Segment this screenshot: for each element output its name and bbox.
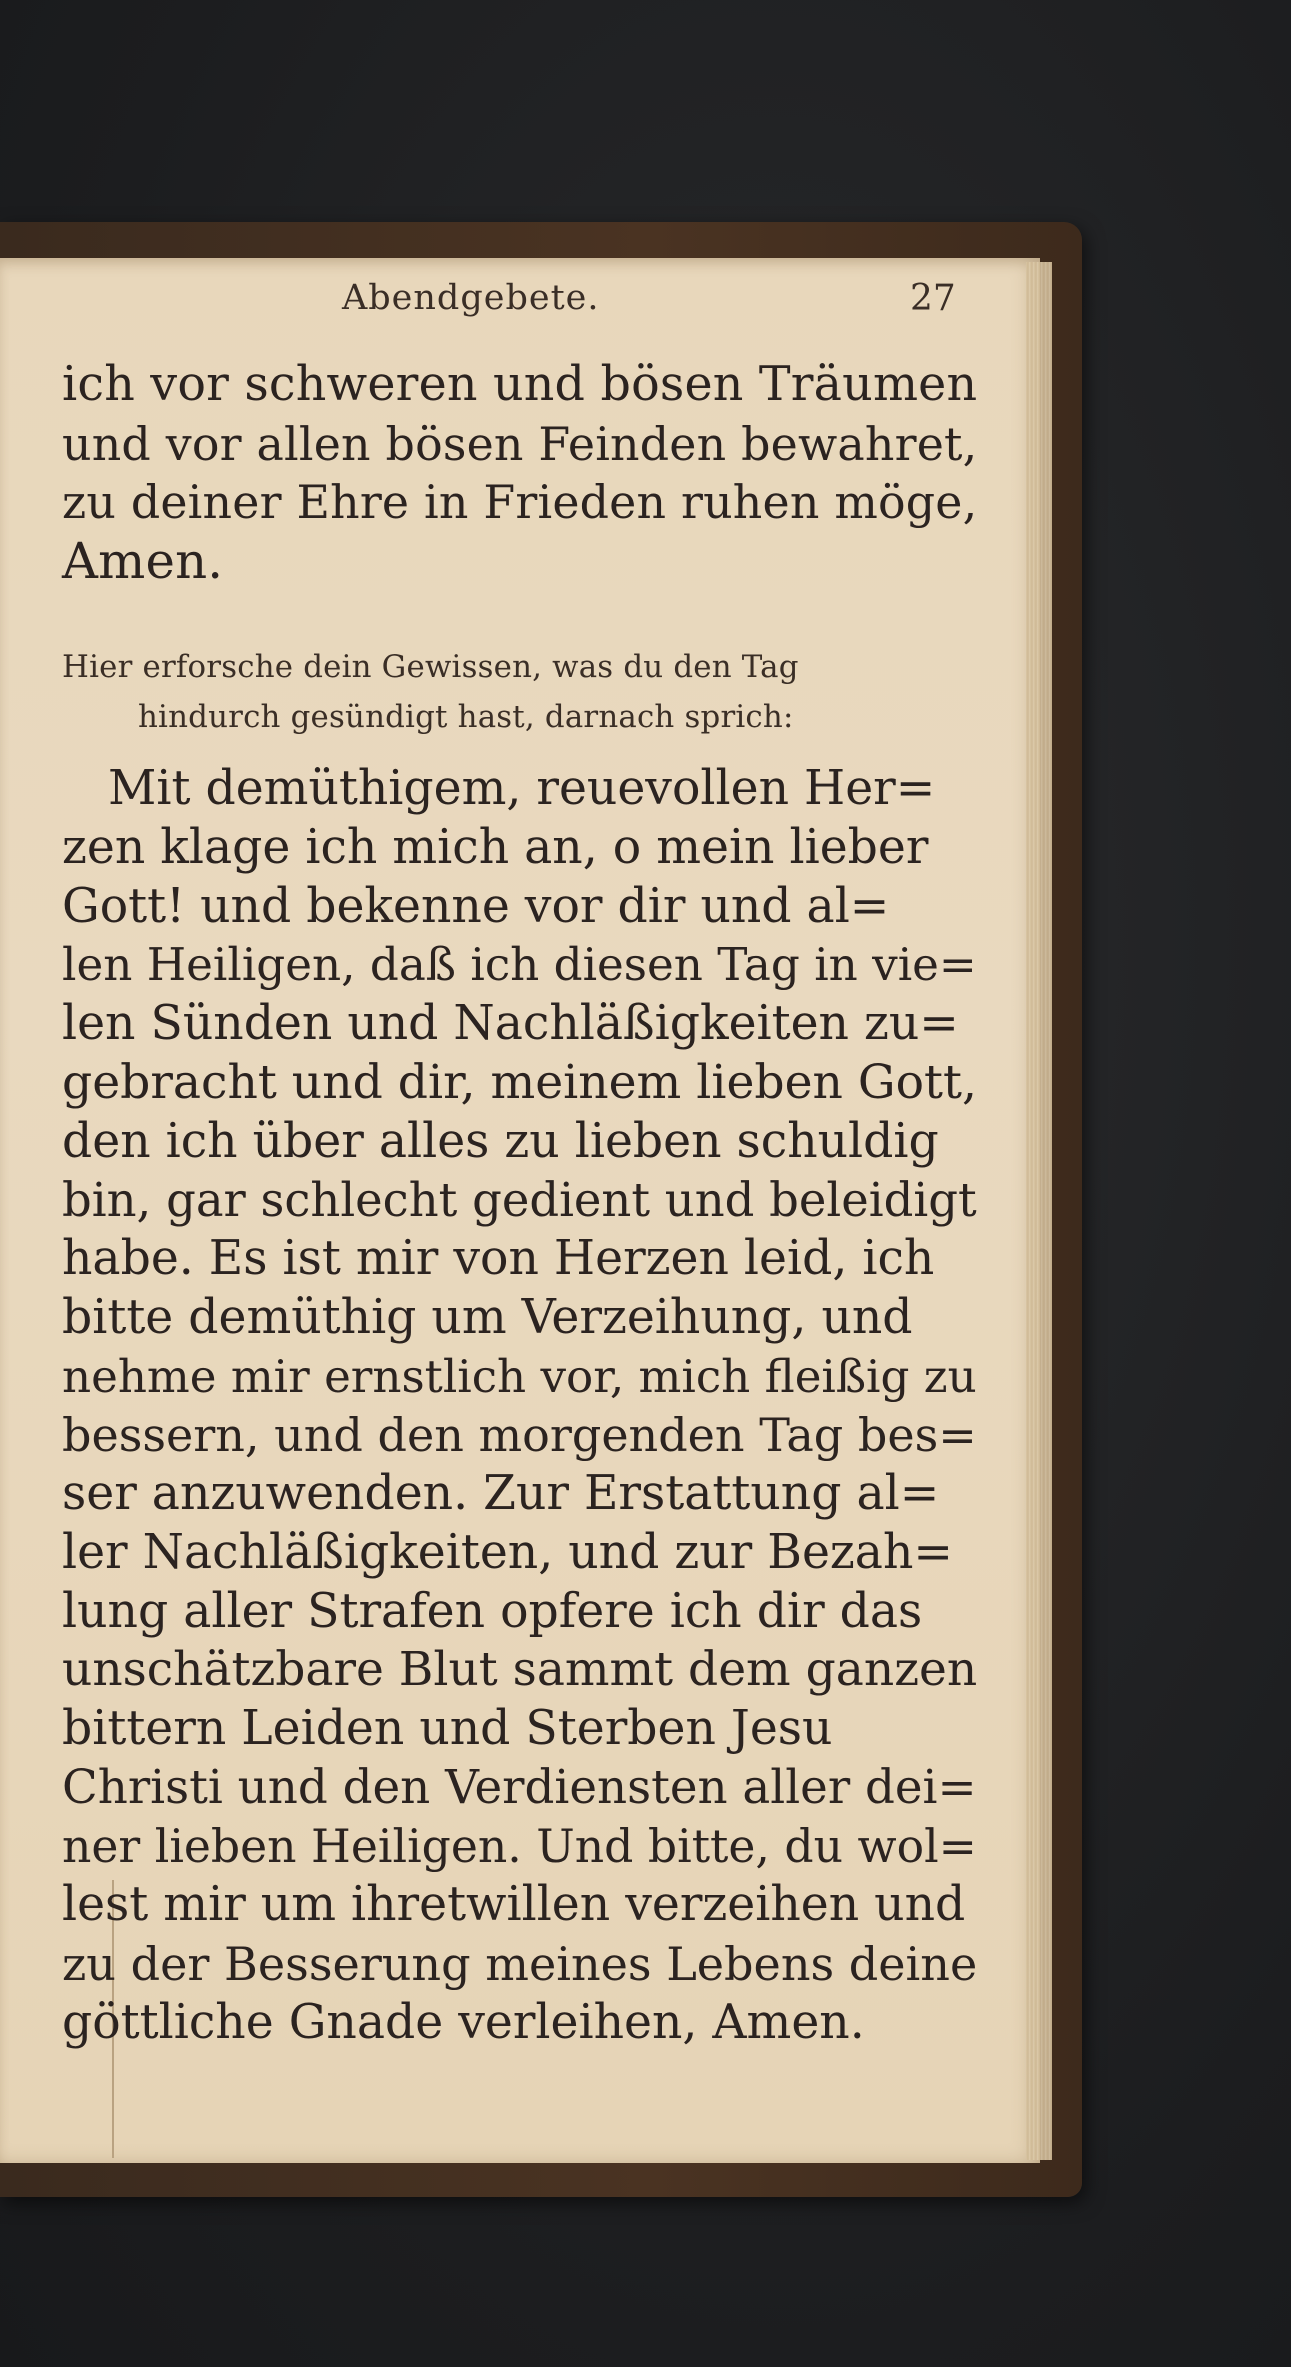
- prayer-line: den ich über alles zu lieben schuldig: [62, 1113, 939, 1169]
- prayer-line: bessern, und den morgenden Tag bes=: [62, 1408, 977, 1463]
- prayer-line: lung aller Strafen opfere ich dir das: [62, 1583, 923, 1639]
- prayer-line: ler Nachläßigkeiten, und zur Bezah=: [62, 1524, 953, 1580]
- prayer-line: ser anzuwenden. Zur Erstattung al=: [62, 1466, 940, 1521]
- instruction-line: Hier erforsche dein Gewissen, was du den Tag: [62, 649, 799, 685]
- prayer-line: Christi und den Verdiensten aller dei=: [62, 1760, 977, 1815]
- text-line: ich vor schweren und bösen Träumen: [62, 357, 978, 412]
- page-header: [0, 278, 1000, 328]
- prayer-line: Mit demüthigem, reuevollen Her=: [108, 761, 936, 816]
- text-line: zu deiner Ehre in Frieden ruhen möge,: [62, 475, 978, 530]
- prayer-line: Gott! und bekenne vor dir und al=: [62, 878, 890, 934]
- prayer-line: bin, gar schlecht gedient und beleidigt: [62, 1173, 977, 1228]
- prayer-line: ner lieben Heiligen. Und bitte, du wol=: [62, 1819, 977, 1873]
- prayer-line: unschätzbare Blut sammt dem ganzen: [62, 1642, 978, 1698]
- prayer-line: bitte demüthig um Verzeihung, und: [62, 1289, 913, 1345]
- running-head: Abendgebete.: [342, 278, 600, 318]
- prayer-line: zu der Besserung meines Lebens deine: [62, 1937, 978, 1991]
- prayer-paragraph: [62, 760, 982, 2053]
- text-line: und vor allen bösen Feinden bewahret,: [62, 416, 978, 471]
- prayer-line: lest mir um ihretwillen verzeihen und: [62, 1877, 966, 1933]
- text-line: Amen.: [62, 531, 224, 590]
- prayer-line: zen klage ich mich an, o mein lieber: [62, 819, 929, 875]
- page-number: 27: [910, 278, 956, 319]
- prayer-line: gebracht und dir, meinem lieben Gott,: [62, 1054, 977, 1110]
- top-paragraph: [62, 356, 982, 590]
- prayer-line: nehme mir ernstlich vor, mich fleißig zu: [62, 1349, 977, 1403]
- page-edges: [1026, 262, 1052, 2160]
- instruction-paragraph: [62, 642, 982, 742]
- instruction-line: hindurch gesündigt hast, darnach sprich:: [138, 699, 794, 735]
- prayer-line: göttliche Gnade verleihen, Amen.: [62, 1994, 865, 2050]
- prayer-line: habe. Es ist mir von Herzen leid, ich: [62, 1231, 935, 1286]
- prayer-line: bittern Leiden und Sterben Jesu: [62, 1701, 833, 1756]
- prayer-line: len Sünden und Nachläßigkeiten zu=: [62, 996, 959, 1051]
- prayer-line: len Heiligen, daß ich diesen Tag in vie=: [62, 938, 977, 992]
